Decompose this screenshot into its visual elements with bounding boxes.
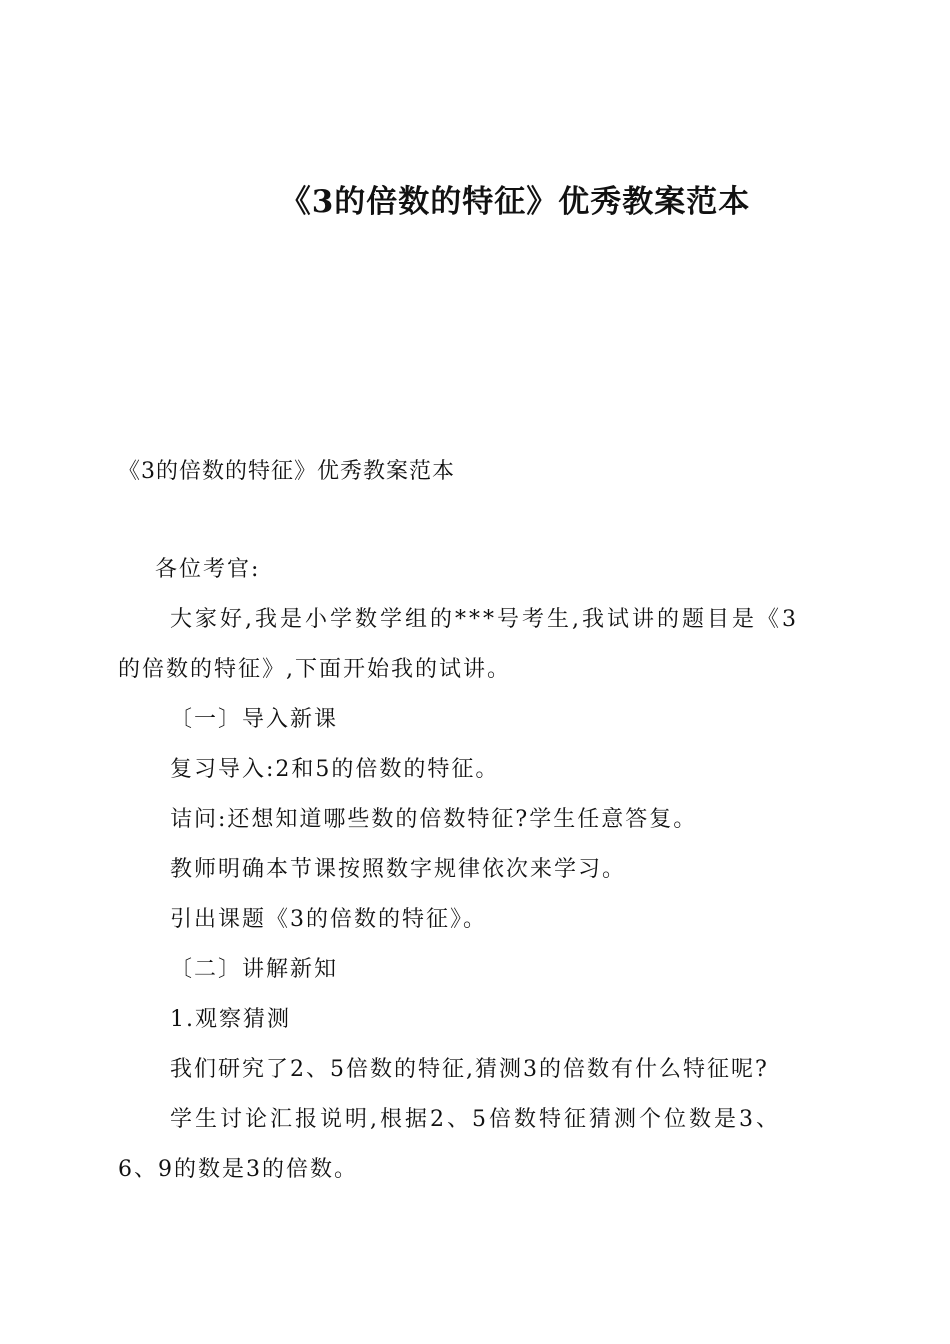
guess-paragraph: 我们研究了2、5倍数的特征,猜测3的倍数有什么特征呢? bbox=[170, 1057, 769, 1082]
sub-title: 《3的倍数的特征》优秀教案范本 bbox=[118, 459, 455, 484]
intro-paragraph-line-1: 大家好,我是小学数学组的***号考生,我试讲的题目是《3 bbox=[170, 607, 799, 632]
greeting-text: 各位考官: bbox=[155, 557, 261, 582]
discussion-paragraph-line-1: 学生讨论汇报说明,根据2、5倍数特征猜测个位数是3、 bbox=[170, 1107, 781, 1132]
discussion-paragraph-line-2: 6、9的数是3的倍数。 bbox=[118, 1157, 358, 1182]
review-paragraph: 复习导入:2和5的倍数的特征。 bbox=[170, 757, 500, 782]
item-heading-1: 1.观察猜测 bbox=[170, 1007, 291, 1032]
question-paragraph: 诘问:还想知道哪些数的倍数特征?学生任意答复。 bbox=[170, 807, 698, 832]
intro-paragraph-line-2: 的倍数的特征》,下面开始我的试讲。 bbox=[118, 657, 511, 682]
section-heading-1: 〔一〕导入新课 bbox=[170, 707, 339, 732]
section-heading-2: 〔二〕讲解新知 bbox=[170, 957, 339, 982]
topic-paragraph: 引出课题《3的倍数的特征》。 bbox=[170, 907, 487, 932]
teacher-paragraph: 教师明确本节课按照数字规律依次来学习。 bbox=[170, 857, 627, 882]
main-title: 《3的倍数的特征》优秀教案范本 bbox=[279, 184, 751, 220]
